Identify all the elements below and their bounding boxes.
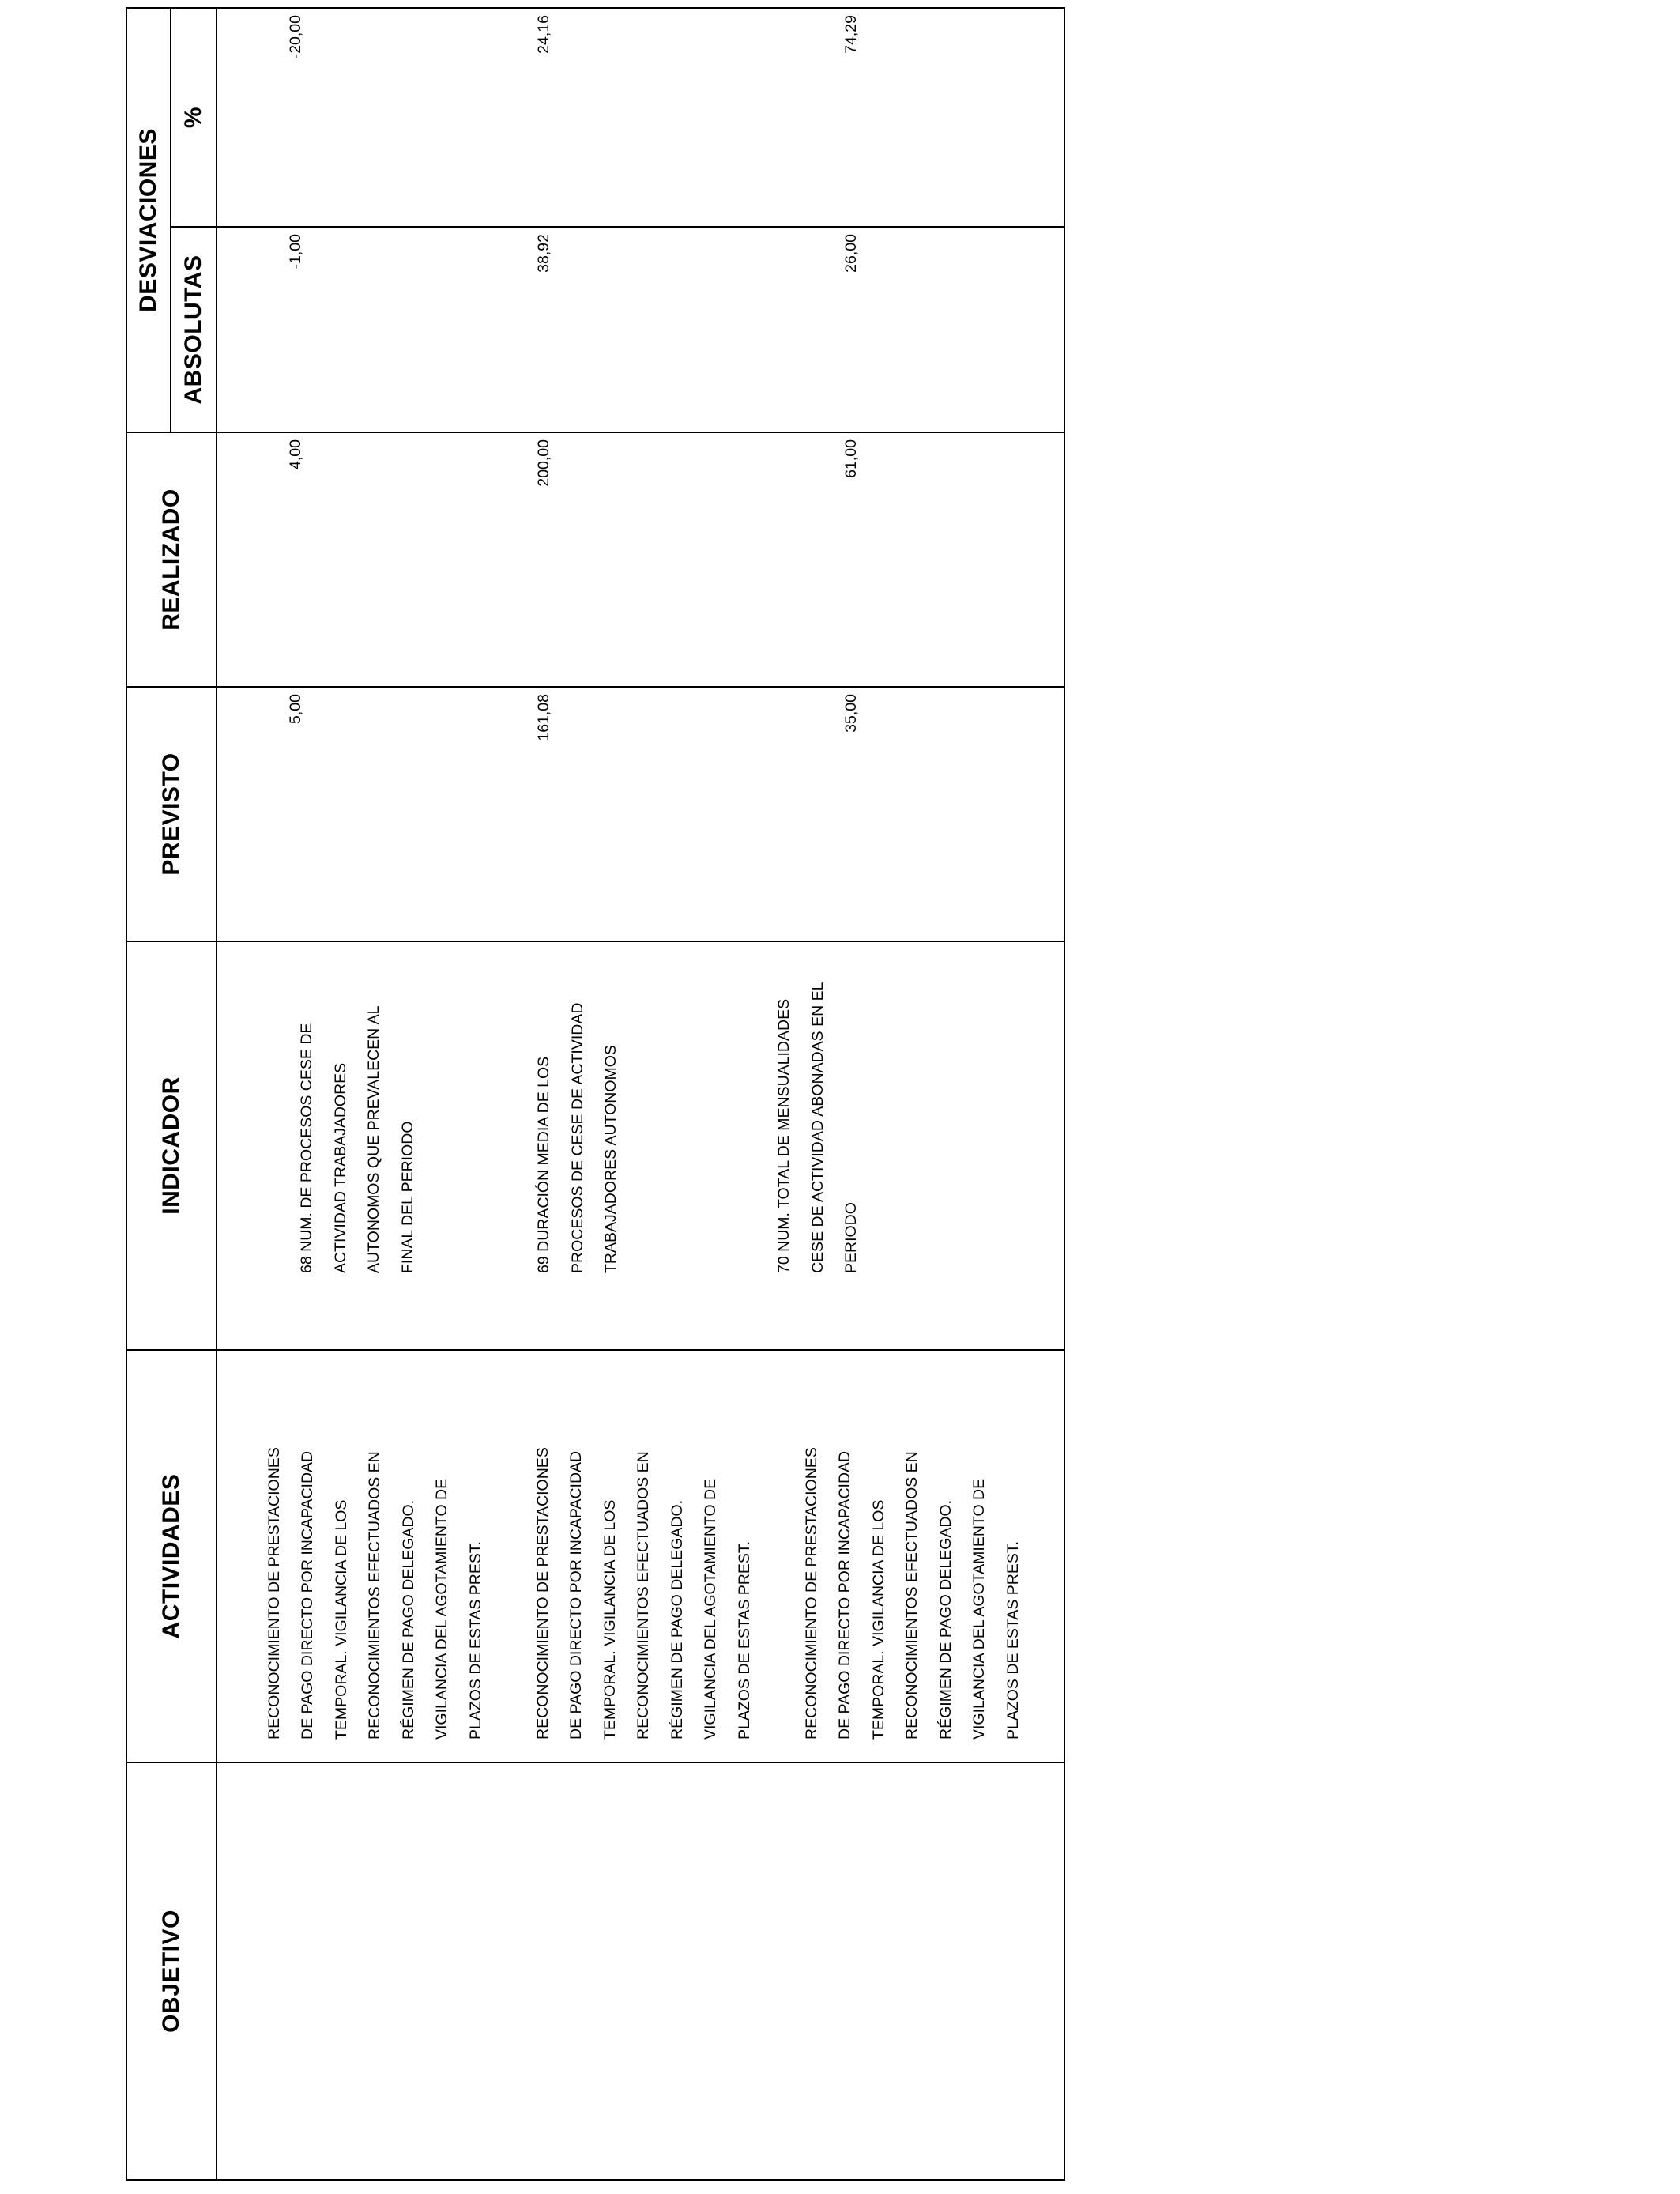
actividad-2: RECONOCIMIENTO DE PRESTACIONES DE PAGO DIRECTO POR INCAPACIDAD TEMPORAL. VIGILANCIA DE LOS RECONOCIMIENTOS EFECTUADOS EN RÉGIMEN DE PAGO DELEGADO. VIGILANCIA DEL AGOTAMIENTO DE PLAZOS DE ESTAS PREST. (533, 1447, 753, 1740)
header-actividades: ACTIVIDADES (126, 1350, 217, 1762)
previsto-70: 35,00 (842, 694, 860, 733)
indicador-70: 70 NUM. TOTAL DE MENSUALIDADES CESE DE ACTIVIDAD ABONADAS EN EL PERIODO (775, 982, 860, 1273)
cell-indicador (217, 941, 1064, 1350)
actividad-1: RECONOCIMIENTO DE PRESTACIONES DE PAGO DIRECTO POR INCAPACIDAD TEMPORAL. VIGILANCIA DE LOS RECONOCIMIENTOS EFECTUADOS EN RÉGIMEN DE PAGO DELEGADO. VIGILANCIA DEL AGOTAMIENTO DE PLAZOS DE ESTAS PREST. (265, 1447, 484, 1740)
cell-actividades (217, 1350, 1064, 1762)
absolutas-70: 26,00 (842, 234, 860, 273)
previsto-69: 161,08 (535, 694, 552, 741)
cell-objetivo (217, 1762, 1064, 2180)
porcentaje-68: -20,00 (287, 15, 304, 59)
indicators-table (126, 7, 1065, 2181)
realizado-70: 61,00 (842, 439, 860, 478)
header-porcentaje: % (171, 8, 217, 227)
porcentaje-69: 24,16 (535, 15, 552, 54)
cell-absolutas (217, 227, 1064, 432)
indicador-69: 69 DURACIÓN MEDIA DE LOS PROCESOS DE CESE DE ACTIVIDAD TRABAJADORES AUTONOMOS (535, 1002, 620, 1273)
header-absolutas: ABSOLUTAS (171, 227, 217, 432)
cell-realizado (217, 432, 1064, 687)
previsto-68: 5,00 (287, 694, 304, 724)
rotated-report-table (126, 9, 1022, 2181)
porcentaje-70: 74,29 (842, 15, 860, 54)
absolutas-69: 38,92 (535, 234, 552, 273)
actividad-3: RECONOCIMIENTO DE PRESTACIONES DE PAGO DIRECTO POR INCAPACIDAD TEMPORAL. VIGILANCIA DE LOS RECONOCIMIENTOS EFECTUADOS EN RÉGIMEN DE PAGO DELEGADO. VIGILANCIA DEL AGOTAMIENTO DE PLAZOS DE ESTAS PREST. (802, 1447, 1022, 1740)
header-desviaciones: DESVIACIONES (126, 8, 171, 432)
realizado-68: 4,00 (287, 439, 304, 469)
header-previsto: PREVISTO (126, 687, 217, 941)
header-objetivo: OBJETIVO (126, 1762, 217, 2180)
realizado-69: 200,00 (535, 439, 552, 487)
cell-porcentaje (217, 8, 1064, 227)
header-indicador: INDICADOR (126, 941, 217, 1350)
header-realizado: REALIZADO (126, 432, 217, 687)
cell-previsto (217, 687, 1064, 941)
absolutas-68: -1,00 (287, 234, 304, 270)
indicador-68: 68 NUM. DE PROCESOS CESE DE ACTIVIDAD TRABAJADORES AUTONOMOS QUE PREVALECEN AL FINAL DEL PERIODO (298, 1005, 416, 1273)
